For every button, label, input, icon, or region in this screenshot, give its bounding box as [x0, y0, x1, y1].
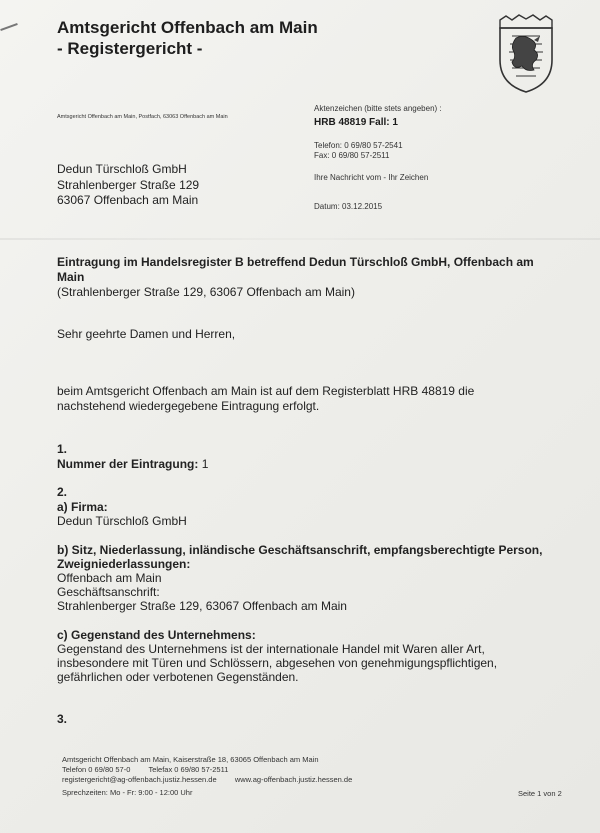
section-3-number: 3.: [57, 712, 68, 726]
recipient-city: 63067 Offenbach am Main: [57, 193, 199, 207]
purpose-value-2: insbesondere mit Türen und Schlössern, abgesehen von genehmigungspflichtigen,: [57, 656, 498, 670]
purpose-label: c) Gegenstand des Unternehmens:: [57, 628, 256, 642]
seat-label-1: b) Sitz, Niederlassung, inländische Geschäftsanschrift, empfangsberechtigte Person,: [57, 543, 543, 557]
hessian-lion-coat-of-arms-icon: [494, 14, 558, 94]
salutation: Sehr geehrte Damen und Herren,: [57, 327, 236, 341]
intro-line-2: nachstehend wiedergegebene Eintragung erfolgt.: [57, 399, 320, 413]
reference-value: HRB 48819 Fall: 1: [314, 117, 398, 128]
page-number: Seite 1 von 2: [518, 789, 562, 798]
seat-value-1: Offenbach am Main: [57, 571, 162, 585]
footer-contact: [62, 775, 352, 784]
paper-fold: [0, 238, 600, 240]
reference-label: Aktenzeichen (bitte stets angeben) :: [314, 104, 442, 113]
entry-number-label: Nummer der Eintragung:: [57, 457, 199, 471]
seat-value-3: Strahlenberger Straße 129, 63067 Offenbach am Main: [57, 599, 347, 613]
recipient-name: Dedun Türschloß GmbH: [57, 162, 187, 176]
court-division: - Registergericht -: [57, 39, 203, 58]
phone-number: Telefon: 0 69/80 57-2541: [314, 141, 403, 150]
footer-email[interactable]: registergericht@ag-offenbach.justiz.hessen.de: [62, 775, 217, 784]
entry-number-value: 1: [201, 457, 209, 471]
footer-office-hours: Sprechzeiten: Mo - Fr: 9:00 - 12:00 Uhr: [62, 788, 193, 797]
sender-line: Amtsgericht Offenbach am Main, Postfach, 63063 Offenbach am Main: [57, 114, 228, 120]
subject-line-1: Eintragung im Handelsregister B betreffend Dedun Türschloß GmbH, Offenbach am: [57, 255, 534, 269]
entry-number-row: [57, 457, 208, 472]
footer-phone: Telefon 0 69/80 57-0: [62, 765, 131, 774]
recipient-street: Strahlenberger Straße 129: [57, 178, 200, 192]
intro-line-1: beim Amtsgericht Offenbach am Main ist auf dem Registerblatt HRB 48819 die: [57, 384, 475, 398]
your-message-label: Ihre Nachricht vom - Ihr Zeichen: [314, 173, 429, 182]
purpose-value-3: gefährlichen oder verbotenen Gegenständen.: [57, 670, 299, 684]
firm-value: Dedun Türschloß GmbH: [57, 514, 187, 528]
seat-label-2: Zweigniederlassungen:: [57, 557, 191, 571]
fax-number: Fax: 0 69/80 57-2511: [314, 151, 390, 160]
footer-fax: Telefax 0 69/80 57-2511: [148, 765, 229, 774]
section-2-number: 2.: [57, 485, 68, 499]
purpose-value-1: Gegenstand des Unternehmens ist der internationale Handel mit Waren aller Art,: [57, 642, 485, 656]
subject-line-3: (Strahlenberger Straße 129, 63067 Offenbach am Main): [57, 285, 355, 299]
pen-mark: [0, 23, 18, 31]
seat-value-2: Geschäftsanschrift:: [57, 585, 160, 599]
section-1-number: 1.: [57, 442, 68, 456]
footer-website[interactable]: www.ag-offenbach.justiz.hessen.de: [234, 775, 353, 784]
subject-line-2: Main: [57, 270, 85, 284]
letter-date: Datum: 03.12.2015: [314, 202, 383, 211]
firm-label: a) Firma:: [57, 500, 108, 514]
footer-phones: [62, 765, 228, 774]
court-name: Amtsgericht Offenbach am Main: [57, 18, 318, 37]
footer-address: Amtsgericht Offenbach am Main, Kaiserstraße 18, 63065 Offenbach am Main: [62, 755, 319, 764]
